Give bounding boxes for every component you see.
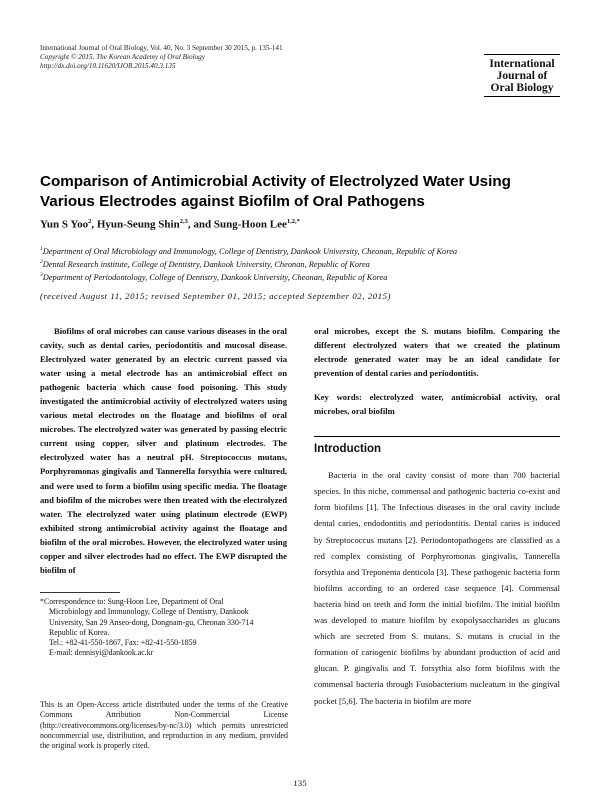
affil-text: Department of Oral Microbiology and Immunology, College of Dentistry, Dankook University, Cheonan, Republic of Korea <box>42 246 458 256</box>
author-name: Hyun-Seung Shin <box>96 218 180 231</box>
email-link[interactable]: E-mail: dennisyi@dankook.ac.kr <box>49 648 154 658</box>
footnote-line: Republic of Korea. <box>49 627 110 637</box>
affiliation-item <box>40 257 457 270</box>
author-affil-sup: 2 <box>88 218 92 225</box>
copyright-line: Copyright © 2015, The Korean Academy of Oral Biology <box>40 53 205 62</box>
affil-sup: 3 <box>40 272 43 278</box>
footnote-line: Tel.: +82-41-550-1867, Fax: +82-41-550-1859 <box>49 638 197 648</box>
author-affil-sup: 2,3 <box>179 218 188 225</box>
footnote-line: Microbiology and Immunology, College of Dentistry, Dankook <box>49 607 249 617</box>
intro-text: Bacteria in the oral cavity consist of more than 700 bacterial species. In this niche, commensal and pathogenic bacteria co-exist and form biofilms [1]. The Infectious diseases in the oral cavity include dental caries, endodontitis and periodontitis. Dental caries is induced by Streptococcus mutans [2]. Periodontopathogens are classified as a red complex consisting of Porphyromonas gingivalis, Tannerella forsythia and Treponema denticola [3]. These pathogenic bacteria form biofilms according to an ordered case sequence [4]. Commensal bacteria bind on teeth and form the initial biofilm. The initial biofilm was developed to mature biofilm by exopolysaccharides as glucans which are secreted from S. mutans. S. mutans is crucial in the formation of cariogenic biofilms by abundant production of acid and glucan. P. gingivalis and T. forsythia also form biofilms with the commensal bacteria through Fusobacterium nucleatum in the gingival pocket [5,6]. The bacteria in biofilm are more <box>314 470 560 706</box>
author-affil-sup: 1,2,* <box>286 218 300 225</box>
abstract-left-text: Biofilms of oral microbes can cause various diseases in the oral cavity, such as dental caries, periodontitis and mucosal disease. Electrolyzed water generated by an electric current passed via water using a metal electrode has an antimicrobial effect on pathogenic bacteria which cause food poisoning. This study investigated the antimicrobial activity of electrolyzed waters using various metal electrodes on the floatage and biofilms of oral microbes. The electrolyzed water was generated by passing electric current using copper, silver and platinum electrodes. The electrolyzed water has a neutral pH. Streptococcus mutans, Porphyromonas gingivalis and Tannerella forsythia were cultured, and were used to form a biofilm using specific media. The floatage and biofilm of the microbes were then treated with the electrolyzed water. The electrolyzed water using platinum electrode (EWP) exhibited strong antimicrobial activity against the floatage and biofilm of the oral microbes. However, the electrolyzed water using copper and silver electrodes had no effect. The EWP disrupted the biofilm of <box>40 326 287 575</box>
page-number: 135 <box>293 778 307 788</box>
journal-logo-line-2: Journal of <box>496 70 548 82</box>
author-list: Yun S Yoo$^2$, Hyun-Seung Shin$^{2,3}$, and Sung-Hoon Lee$^{1,2,*}$ <box>40 218 300 231</box>
affiliation-item <box>40 244 457 257</box>
affiliations <box>40 244 457 283</box>
footnote-divider <box>40 592 120 593</box>
intro-paragraph <box>314 467 560 708</box>
affiliation-item <box>40 270 457 283</box>
abstract-paragraph <box>40 324 287 577</box>
citation-line: International Journal of Oral Biology, Vol. 40, No. 3 September 30 2015, p. 135-141 <box>40 44 283 52</box>
received-dates: (received August 11, 2015; revised September 01, 2015; accepted September 02, 2015) <box>40 291 392 301</box>
affil-text: Department of Periodontology, College of Dentistry, Dankook University, Cheonan, Republic of Korea <box>42 272 388 282</box>
author-name: Yun S Yoo <box>40 218 89 231</box>
section-divider <box>314 436 560 437</box>
doi-link[interactable]: http://dx.doi.org/10.11620/IJOB.2015.40.3.135 <box>40 62 176 71</box>
journal-logo-line-1: International <box>489 58 555 70</box>
affil-sup: 2 <box>40 259 43 265</box>
journal-logo-line-3: Oral Biology <box>490 82 554 94</box>
right-column <box>314 324 560 709</box>
abstract-continued: oral microbes, except the S. mutans biofilm. Comparing the different electrolyzed waters that we created the platinum electrode generated water may be an ideal candidate for prevention of dental caries and periodontitis. <box>314 326 560 379</box>
correspondence-footnote <box>40 597 288 659</box>
keywords: Key words: electrolyzed water, antimicrobial activity, oral microbes, oral biofilm <box>314 392 560 417</box>
affil-sup: 1 <box>40 246 43 252</box>
left-column <box>40 324 287 577</box>
footnote-line: *Correspondence to: Sung-Hoon Lee, Department of Oral <box>40 597 224 606</box>
article-title: Comparison of Antimicrobial Activity of Electrolyzed Water Using Various Electrodes against Biofilm of Oral Pathogens <box>40 173 511 210</box>
affil-text: Dental Research institute, College of Dentistry, Dankook University, Cheonan, Republic of Korea <box>42 259 370 269</box>
journal-logo-rule <box>484 96 560 97</box>
open-access-notice: This is an Open-Access article distributed under the terms of the Creative Commons Attribution Non-Commercial License (http://creativecommons.org/licenses/by-nc/3.0) which permits unrestricted noncommercial use, distribution, and reproduction in any medium, provided the original work is properly cited. <box>40 700 288 751</box>
journal-logo-box <box>484 54 560 94</box>
author-name: Sung-Hoon Lee <box>213 218 287 231</box>
journal-header <box>40 44 283 72</box>
section-heading: Introduction <box>314 443 382 456</box>
footnote-line: University, San 29 Anseo-dong, Dongnam-gu, Cheonan 330-714 <box>49 617 254 627</box>
